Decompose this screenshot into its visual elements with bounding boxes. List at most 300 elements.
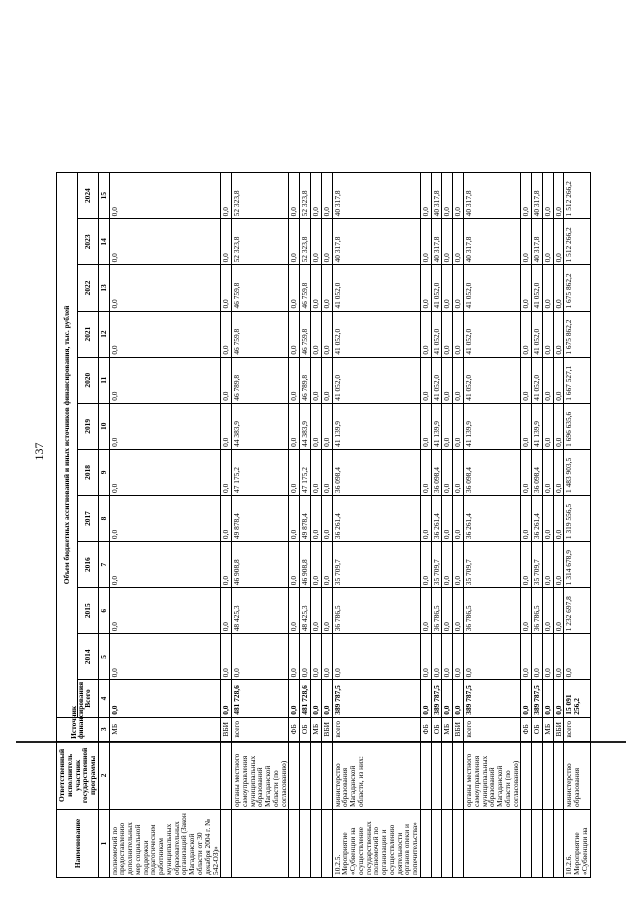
row-value-cell: 0,0 xyxy=(310,311,321,357)
row-value-cell: 0,0 xyxy=(221,542,232,588)
row-name-cell xyxy=(463,809,520,877)
row-value-cell: 48 425,3 xyxy=(300,588,311,634)
row-value-cell: 36 786,5 xyxy=(332,588,420,634)
row-value-cell: 0,0 xyxy=(553,265,564,311)
row-value-cell: 52 323,8 xyxy=(232,173,289,219)
row-value-cell: 0,0 xyxy=(521,311,532,357)
row-value-cell: 0,0 xyxy=(221,634,232,680)
row-value-cell: 0,0 xyxy=(221,219,232,265)
row-value-cell: 41 139,9 xyxy=(431,403,442,449)
table-row xyxy=(542,173,553,878)
row-value-cell: 0,0 xyxy=(521,449,532,495)
table-row xyxy=(109,173,221,878)
row-value-cell: 0,0 xyxy=(289,357,300,403)
row-value-cell: 36 261,4 xyxy=(431,495,442,541)
row-value-cell: 0,0 xyxy=(221,495,232,541)
row-value-cell: 41 139,9 xyxy=(463,403,520,449)
row-value-cell: 0,0 xyxy=(289,311,300,357)
row-value-cell: 0,0 xyxy=(321,265,332,311)
row-value-cell: 46 759,8 xyxy=(300,311,311,357)
row-value-cell: 36 786,5 xyxy=(532,588,543,634)
row-name-cell xyxy=(221,809,232,877)
row-value-cell: 0,0 xyxy=(553,357,564,403)
row-value-cell: 0,0 xyxy=(553,588,564,634)
row-value-cell: 1 675 862,2 xyxy=(564,265,590,311)
row-value-cell: 1 483 903,5 xyxy=(564,449,590,495)
row-value-cell: 0,0 xyxy=(109,588,221,634)
row-total-cell: 0,0 xyxy=(453,680,464,717)
row-name-cell: полномочий по предоставлению дополнительных мер социальной поддержки педагогическим работникам муниципальных образовательных организаций (Закон Магаданской области от 30 декабря 2004 г. № 542-ОЗ)» xyxy=(109,809,221,877)
row-name-cell xyxy=(521,809,532,877)
row-value-cell: 0,0 xyxy=(442,542,453,588)
row-value-cell: 41 052,0 xyxy=(532,311,543,357)
row-value-cell: 1 512 266,2 xyxy=(564,173,590,219)
row-value-cell: 0,0 xyxy=(542,495,553,541)
budget-table-wrapper xyxy=(56,172,592,878)
row-value-cell: 0,0 xyxy=(109,542,221,588)
row-value-cell: 41 052,0 xyxy=(431,311,442,357)
row-value-cell: 36 098,4 xyxy=(332,449,420,495)
header-year: 2019 xyxy=(77,403,98,449)
row-value-cell: 0,0 xyxy=(442,588,453,634)
row-value-cell: 1 667 527,1 xyxy=(564,357,590,403)
row-value-cell: 0,0 xyxy=(289,588,300,634)
row-value-cell: 0,0 xyxy=(109,219,221,265)
row-executor-cell xyxy=(553,741,564,809)
table-row xyxy=(221,173,232,878)
column-number: 3 xyxy=(98,717,109,741)
row-executor-cell xyxy=(542,741,553,809)
row-total-cell: 0,0 xyxy=(221,680,232,717)
row-value-cell: 46 759,8 xyxy=(232,311,289,357)
row-source-cell: ФБ xyxy=(289,717,300,741)
column-number: 2 xyxy=(98,741,109,809)
row-value-cell: 0,0 xyxy=(553,403,564,449)
header-year: 2021 xyxy=(77,311,98,357)
row-value-cell: 0,0 xyxy=(442,311,453,357)
page-number: 137 xyxy=(32,442,46,461)
row-total-cell: 0,0 xyxy=(321,680,332,717)
row-executor-cell: министерство образования xyxy=(564,741,590,809)
row-value-cell: 41 052,0 xyxy=(332,311,420,357)
row-value-cell: 36 098,4 xyxy=(431,449,442,495)
row-value-cell: 0,0 xyxy=(289,173,300,219)
row-executor-cell xyxy=(442,741,453,809)
header-year: 2015 xyxy=(77,588,98,634)
row-value-cell: 41 052,0 xyxy=(332,357,420,403)
row-value-cell: 0,0 xyxy=(521,542,532,588)
row-value-cell: 41 052,0 xyxy=(463,265,520,311)
table-row xyxy=(289,173,300,878)
table-row xyxy=(321,173,332,878)
row-value-cell: 40 317,8 xyxy=(463,173,520,219)
row-value-cell: 0,0 xyxy=(310,403,321,449)
row-value-cell: 0,0 xyxy=(310,495,321,541)
row-value-cell: 52 323,8 xyxy=(232,219,289,265)
row-value-cell: 0,0 xyxy=(289,265,300,311)
column-number: 1 xyxy=(98,809,109,877)
row-value-cell: 47 175,2 xyxy=(300,449,311,495)
row-value-cell: 1 696 635,6 xyxy=(564,403,590,449)
row-value-cell: 0,0 xyxy=(221,357,232,403)
row-value-cell: 0,0 xyxy=(521,588,532,634)
row-value-cell: 0,0 xyxy=(310,357,321,403)
row-value-cell: 36 786,5 xyxy=(463,588,520,634)
row-value-cell: 36 786,5 xyxy=(431,588,442,634)
budget-table xyxy=(56,172,591,878)
row-value-cell: 0,0 xyxy=(289,403,300,449)
row-value-cell: 0,0 xyxy=(310,219,321,265)
row-value-cell: 52 323,8 xyxy=(300,173,311,219)
row-executor-cell: органы местного самоуправления муниципальных образований Магаданской области (по согласованию) xyxy=(232,741,289,809)
row-value-cell: 40 317,8 xyxy=(332,219,420,265)
row-source-cell: всего xyxy=(332,717,420,741)
row-name-cell: 10.2.5. Мероприятие «Субвенции на осуществление государственных полномочий по организации и осуществлению деятельности органов опеки и попечительства» xyxy=(332,809,420,877)
column-number: 9 xyxy=(98,449,109,495)
row-value-cell: 40 317,8 xyxy=(532,173,543,219)
row-name-cell xyxy=(232,809,289,877)
row-total-cell: 389 787,5 xyxy=(431,680,442,717)
row-value-cell: 0,0 xyxy=(521,219,532,265)
row-value-cell: 0,0 xyxy=(420,495,431,541)
row-value-cell: 0,0 xyxy=(453,449,464,495)
row-value-cell: 0,0 xyxy=(310,265,321,311)
row-value-cell: 0,0 xyxy=(109,173,221,219)
table-row xyxy=(442,173,453,878)
row-name-cell: 10.2.6. Мероприятие «Субвенции на xyxy=(564,809,590,877)
row-value-cell: 0,0 xyxy=(453,403,464,449)
row-value-cell: 44 383,9 xyxy=(232,403,289,449)
column-number: 11 xyxy=(98,357,109,403)
row-value-cell: 0,0 xyxy=(109,311,221,357)
column-number: 14 xyxy=(98,219,109,265)
row-value-cell: 40 317,8 xyxy=(431,173,442,219)
row-name-cell xyxy=(321,809,332,877)
row-value-cell: 0,0 xyxy=(453,219,464,265)
header-year: 2023 xyxy=(77,219,98,265)
row-value-cell: 1 232 697,8 xyxy=(564,588,590,634)
row-value-cell: 0,0 xyxy=(420,311,431,357)
row-value-cell: 0,0 xyxy=(321,634,332,680)
row-value-cell: 0,0 xyxy=(453,357,464,403)
row-value-cell: 0,0 xyxy=(321,173,332,219)
row-value-cell: 0,0 xyxy=(542,634,553,680)
row-value-cell: 0,0 xyxy=(442,265,453,311)
row-value-cell: 0,0 xyxy=(321,495,332,541)
row-value-cell: 0,0 xyxy=(321,403,332,449)
row-value-cell: 0,0 xyxy=(453,634,464,680)
row-value-cell: 0,0 xyxy=(109,403,221,449)
row-value-cell: 0,0 xyxy=(442,357,453,403)
row-value-cell: 0,0 xyxy=(542,357,553,403)
row-value-cell: 44 383,9 xyxy=(300,403,311,449)
row-total-cell: 481 728,6 xyxy=(232,680,289,717)
row-value-cell: 35 709,7 xyxy=(431,542,442,588)
row-total-cell: 0,0 xyxy=(521,680,532,717)
row-value-cell: 0,0 xyxy=(420,173,431,219)
row-executor-cell xyxy=(289,741,300,809)
row-value-cell: 0,0 xyxy=(420,403,431,449)
row-value-cell: 49 878,4 xyxy=(300,495,311,541)
row-source-cell: всего xyxy=(232,717,289,741)
row-value-cell: 0,0 xyxy=(553,542,564,588)
row-value-cell: 0,0 xyxy=(221,449,232,495)
row-value-cell: 0,0 xyxy=(453,495,464,541)
row-value-cell: 0,0 xyxy=(420,542,431,588)
header-total: Всего xyxy=(77,680,98,717)
row-value-cell: 41 139,9 xyxy=(332,403,420,449)
column-number: 13 xyxy=(98,265,109,311)
table-row xyxy=(232,173,289,878)
row-value-cell: 0,0 xyxy=(321,588,332,634)
row-value-cell: 0,0 xyxy=(453,542,464,588)
row-value-cell: 0,0 xyxy=(321,357,332,403)
row-value-cell: 0,0 xyxy=(453,311,464,357)
row-value-cell: 0,0 xyxy=(521,403,532,449)
row-value-cell: 0,0 xyxy=(553,311,564,357)
row-value-cell: 1 675 862,2 xyxy=(564,311,590,357)
row-value-cell: 0,0 xyxy=(109,449,221,495)
header-year: 2020 xyxy=(77,357,98,403)
column-number: 7 xyxy=(98,542,109,588)
column-number: 6 xyxy=(98,588,109,634)
header-year: 2018 xyxy=(77,449,98,495)
row-value-cell: 0,0 xyxy=(442,173,453,219)
row-value-cell: 46 789,8 xyxy=(300,357,311,403)
row-value-cell: 41 052,0 xyxy=(431,265,442,311)
row-value-cell: 0,0 xyxy=(442,219,453,265)
row-value-cell: 48 425,3 xyxy=(232,588,289,634)
row-source-cell: ОБ xyxy=(300,717,311,741)
row-value-cell: 47 175,2 xyxy=(232,449,289,495)
row-value-cell: 0,0 xyxy=(542,403,553,449)
row-value-cell: 0,0 xyxy=(442,403,453,449)
row-total-cell: 0,0 xyxy=(553,680,564,717)
row-value-cell: 0,0 xyxy=(310,634,321,680)
row-value-cell: 35 709,7 xyxy=(463,542,520,588)
row-value-cell: 0,0 xyxy=(453,173,464,219)
row-value-cell: 40 317,8 xyxy=(332,173,420,219)
row-value-cell: 41 052,0 xyxy=(532,357,543,403)
row-value-cell: 0,0 xyxy=(542,542,553,588)
row-source-cell: МБ xyxy=(310,717,321,741)
column-number: 5 xyxy=(98,634,109,680)
row-value-cell: 0,0 xyxy=(420,219,431,265)
row-value-cell: 0,0 xyxy=(542,219,553,265)
column-number: 4 xyxy=(98,680,109,717)
row-total-cell: 389 787,5 xyxy=(532,680,543,717)
table-row xyxy=(453,173,464,878)
header-executor: Ответственный исполнитель участник государственной программы xyxy=(57,741,99,809)
row-value-cell: 0,0 xyxy=(221,588,232,634)
row-value-cell: 0,0 xyxy=(442,449,453,495)
row-value-cell: 0,0 xyxy=(109,357,221,403)
row-value-cell: 1 319 556,5 xyxy=(564,495,590,541)
row-name-cell xyxy=(310,809,321,877)
row-name-cell xyxy=(431,809,442,877)
table-row xyxy=(553,173,564,878)
row-executor-cell: органы местного самоуправления муниципальных образований Магаданской области (по согласованию) xyxy=(463,741,520,809)
row-value-cell: 0,0 xyxy=(289,449,300,495)
row-value-cell: 0,0 xyxy=(521,265,532,311)
row-value-cell: 0,0 xyxy=(532,634,543,680)
row-value-cell: 0,0 xyxy=(221,311,232,357)
row-name-cell xyxy=(453,809,464,877)
row-executor-cell xyxy=(221,741,232,809)
row-source-cell: МБ xyxy=(442,717,453,741)
row-value-cell: 0,0 xyxy=(442,634,453,680)
row-value-cell: 0,0 xyxy=(289,634,300,680)
row-value-cell: 0,0 xyxy=(453,265,464,311)
row-value-cell: 0,0 xyxy=(553,495,564,541)
row-name-cell xyxy=(553,809,564,877)
row-value-cell: 36 261,4 xyxy=(332,495,420,541)
row-value-cell: 0,0 xyxy=(553,449,564,495)
table-row xyxy=(521,173,532,878)
row-value-cell: 0,0 xyxy=(553,219,564,265)
row-value-cell: 52 323,8 xyxy=(300,219,311,265)
row-value-cell: 0,0 xyxy=(221,173,232,219)
header-year: 2022 xyxy=(77,265,98,311)
table-row xyxy=(564,173,590,878)
row-source-cell: ВБИ xyxy=(553,717,564,741)
row-value-cell: 0,0 xyxy=(321,449,332,495)
column-number: 8 xyxy=(98,495,109,541)
row-value-cell: 40 317,8 xyxy=(431,219,442,265)
row-value-cell: 0,0 xyxy=(310,542,321,588)
row-value-cell: 41 052,0 xyxy=(463,311,520,357)
row-value-cell: 46 759,8 xyxy=(232,265,289,311)
row-value-cell: 0,0 xyxy=(463,634,520,680)
row-value-cell: 40 317,8 xyxy=(463,219,520,265)
row-value-cell: 0,0 xyxy=(420,265,431,311)
row-executor-cell xyxy=(532,741,543,809)
row-value-cell: 41 052,0 xyxy=(532,265,543,311)
row-value-cell: 0,0 xyxy=(420,588,431,634)
row-source-cell: ВБИ xyxy=(321,717,332,741)
row-value-cell: 46 908,8 xyxy=(300,542,311,588)
row-executor-cell xyxy=(431,741,442,809)
column-number: 15 xyxy=(98,173,109,219)
row-executor-cell xyxy=(300,741,311,809)
row-executor-cell xyxy=(521,741,532,809)
row-value-cell: 0,0 xyxy=(521,173,532,219)
row-value-cell: 0,0 xyxy=(321,542,332,588)
row-value-cell: 0,0 xyxy=(542,311,553,357)
row-value-cell: 0,0 xyxy=(321,219,332,265)
row-value-cell: 0,0 xyxy=(453,588,464,634)
table-row xyxy=(463,173,520,878)
row-value-cell: 0,0 xyxy=(109,495,221,541)
row-source-cell: ФБ xyxy=(420,717,431,741)
row-value-cell: 0,0 xyxy=(542,449,553,495)
row-source-cell: всего xyxy=(564,717,590,741)
row-value-cell: 1 314 678,9 xyxy=(564,542,590,588)
row-value-cell: 36 098,4 xyxy=(463,449,520,495)
row-source-cell: ВБИ xyxy=(221,717,232,741)
table-row xyxy=(332,173,420,878)
row-total-cell: 0,0 xyxy=(542,680,553,717)
row-value-cell: 0,0 xyxy=(221,403,232,449)
row-executor-cell xyxy=(453,741,464,809)
row-total-cell: 0,0 xyxy=(420,680,431,717)
row-value-cell: 0,0 xyxy=(553,173,564,219)
table-row xyxy=(431,173,442,878)
row-value-cell: 0,0 xyxy=(542,173,553,219)
row-value-cell: 0,0 xyxy=(542,265,553,311)
row-name-cell xyxy=(420,809,431,877)
row-total-cell: 0,0 xyxy=(109,680,221,717)
header-year: 2017 xyxy=(77,495,98,541)
row-value-cell: 35 709,7 xyxy=(332,542,420,588)
column-number: 10 xyxy=(98,403,109,449)
row-total-cell: 481 728,6 xyxy=(300,680,311,717)
row-value-cell: 41 052,0 xyxy=(332,265,420,311)
row-value-cell: 0,0 xyxy=(109,265,221,311)
row-value-cell: 0,0 xyxy=(420,357,431,403)
row-value-cell: 0,0 xyxy=(232,634,289,680)
row-total-cell: 0,0 xyxy=(442,680,453,717)
row-value-cell: 41 139,9 xyxy=(532,403,543,449)
row-name-cell xyxy=(442,809,453,877)
row-value-cell: 49 878,4 xyxy=(232,495,289,541)
header-name: Наименование xyxy=(57,809,99,877)
header-year: 2016 xyxy=(77,542,98,588)
row-value-cell: 0,0 xyxy=(442,495,453,541)
row-name-cell xyxy=(532,809,543,877)
row-value-cell: 36 098,4 xyxy=(532,449,543,495)
row-value-cell: 0,0 xyxy=(289,219,300,265)
row-total-cell: 0,0 xyxy=(289,680,300,717)
row-value-cell: 46 759,8 xyxy=(300,265,311,311)
row-name-cell xyxy=(289,809,300,877)
row-value-cell: 0,0 xyxy=(521,357,532,403)
row-value-cell: 0,0 xyxy=(289,495,300,541)
row-total-cell: 0,0 xyxy=(310,680,321,717)
row-source-cell: МБ xyxy=(109,717,221,741)
row-value-cell: 0,0 xyxy=(564,634,590,680)
row-value-cell: 41 052,0 xyxy=(431,357,442,403)
row-source-cell: ОБ xyxy=(532,717,543,741)
row-value-cell: 0,0 xyxy=(431,634,442,680)
row-value-cell: 0,0 xyxy=(542,588,553,634)
row-value-cell: 0,0 xyxy=(321,311,332,357)
row-value-cell: 46 789,8 xyxy=(232,357,289,403)
header-year: 2024 xyxy=(77,173,98,219)
header-source: Источник финансирования xyxy=(57,717,99,741)
table-row xyxy=(532,173,543,878)
row-executor-cell xyxy=(420,741,431,809)
row-value-cell: 0,0 xyxy=(310,449,321,495)
row-value-cell: 0,0 xyxy=(553,634,564,680)
row-value-cell: 0,0 xyxy=(221,265,232,311)
row-name-cell xyxy=(542,809,553,877)
row-source-cell: ОБ xyxy=(431,717,442,741)
rotated-page xyxy=(4,0,644,905)
row-value-cell: 0,0 xyxy=(521,495,532,541)
row-value-cell: 0,0 xyxy=(310,173,321,219)
table-row xyxy=(420,173,431,878)
row-source-cell: ВБИ xyxy=(453,717,464,741)
row-executor-cell xyxy=(109,741,221,809)
row-value-cell: 36 261,4 xyxy=(463,495,520,541)
row-value-cell: 0,0 xyxy=(109,634,221,680)
row-value-cell: 35 709,7 xyxy=(532,542,543,588)
row-value-cell: 41 052,0 xyxy=(463,357,520,403)
row-total-cell: 15 091 256,2 xyxy=(564,680,590,717)
row-value-cell: 36 261,4 xyxy=(532,495,543,541)
row-value-cell: 0,0 xyxy=(289,542,300,588)
